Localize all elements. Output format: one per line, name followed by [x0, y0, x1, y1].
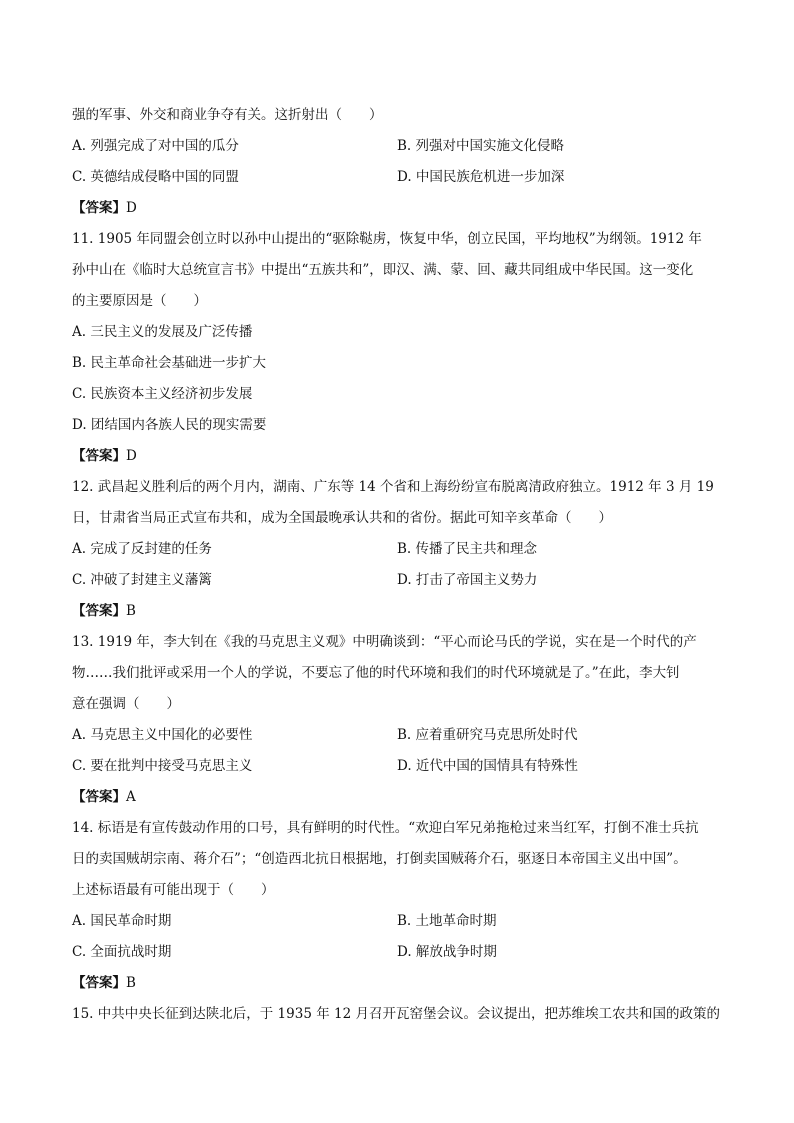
option-d[interactable]: D. 中国民族危机进一步加深	[397, 169, 565, 185]
option-c[interactable]: C. 英德结成侵略中国的同盟	[72, 169, 239, 185]
options-row	[72, 906, 728, 937]
option-c[interactable]: C. 冲破了封建主义藩篱	[72, 572, 212, 588]
question-text: 日，甘肃省当局正式宣布共和，成为全国最晚承认共和的省份。据此可知辛亥革命（ ）	[72, 510, 612, 526]
option-c[interactable]: C. 全面抗战时期	[72, 944, 172, 960]
options-row	[72, 751, 728, 782]
answer-line	[72, 968, 728, 999]
question-text: 强的军事、外交和商业争夺有关。这折射出（ ）	[72, 107, 383, 123]
option-a[interactable]: A. 三民主义的发展及广泛传播	[72, 324, 253, 340]
option-d[interactable]: D. 打击了帝国主义势力	[397, 572, 538, 588]
question-text: 意在强调（ ）	[72, 696, 180, 712]
answer-label: 【答案】	[72, 789, 126, 805]
option-a[interactable]: A. 列强完成了对中国的瓜分	[72, 138, 239, 154]
option-a[interactable]: A. 国民革命时期	[72, 913, 172, 929]
question-14	[72, 813, 728, 999]
question-text: 12. 武昌起义胜利后的两个月内，湖南、广东等 14 个省和上海纷纷宣布脱离清政府独立。1912 年 3 月 19	[72, 479, 714, 495]
question-text: 上述标语最有可能出现于（ ）	[72, 882, 275, 898]
document-page	[72, 100, 728, 1030]
answer-value: D	[126, 200, 137, 216]
option-b[interactable]: B. 土地革命时期	[397, 913, 497, 929]
answer-label: 【答案】	[72, 603, 126, 619]
option-b[interactable]: B. 传播了民主共和理念	[397, 541, 538, 557]
options-row	[72, 131, 728, 162]
option-d[interactable]: D. 解放战争时期	[397, 944, 497, 960]
answer-line	[72, 193, 728, 224]
answer-label: 【答案】	[72, 448, 126, 464]
question-text: 日的卖国贼胡宗南、蒋介石”；“创造西北抗日根据地，打倒卖国贼蒋介石，驱逐日本帝国主义出中国”。	[72, 851, 687, 867]
question-15	[72, 999, 728, 1030]
question-text: 15. 中共中央长征到达陕北后，于 1935 年 12 月召开瓦窑堡会议。会议提出，把苏维埃工农共和国的政策的	[72, 1006, 720, 1022]
question-text: 的主要原因是（ ）	[72, 293, 207, 309]
option-a[interactable]: A. 完成了反封建的任务	[72, 541, 212, 557]
answer-label: 【答案】	[72, 975, 126, 991]
answer-value: D	[126, 448, 137, 464]
option-d[interactable]: D. 近代中国的国情具有特殊性	[397, 758, 578, 774]
question-11	[72, 224, 728, 472]
question-13	[72, 627, 728, 813]
option-c[interactable]: C. 民族资本主义经济初步发展	[72, 386, 253, 402]
option-c[interactable]: C. 要在批判中接受马克思主义	[72, 758, 253, 774]
question-10	[72, 100, 728, 224]
answer-line	[72, 596, 728, 627]
options-row	[72, 162, 728, 193]
option-b[interactable]: B. 民主革命社会基础进一步扩大	[72, 355, 267, 371]
question-text: 11. 1905 年同盟会创立时以孙中山提出的“驱除鞑虏，恢复中华，创立民国，平均地权”为纲领。1912 年	[72, 231, 702, 247]
answer-value: A	[126, 789, 136, 805]
answer-line	[72, 441, 728, 472]
option-b[interactable]: B. 列强对中国实施文化侵略	[397, 138, 565, 154]
question-text: 孙中山在《临时大总统宣言书》中提出“五族共和”，即汉、满、蒙、回、藏共同组成中华民国。这一变化	[72, 262, 694, 278]
question-text: 14. 标语是有宣传鼓动作用的口号，具有鲜明的时代性。“欢迎白军兄弟拖枪过来当红军，打倒不准士兵抗	[72, 820, 699, 836]
option-b[interactable]: B. 应着重研究马克思所处时代	[397, 727, 578, 743]
options-row	[72, 937, 728, 968]
answer-value: B	[126, 603, 136, 619]
option-d[interactable]: D. 团结国内各族人民的现实需要	[72, 417, 267, 433]
options-row	[72, 534, 728, 565]
answer-line	[72, 782, 728, 813]
options-row	[72, 565, 728, 596]
option-a[interactable]: A. 马克思主义中国化的必要性	[72, 727, 253, 743]
answer-value: B	[126, 975, 136, 991]
question-text: 13. 1919 年，李大钊在《我的马克思主义观》中明确谈到：“平心而论马氏的学说，实在是一个时代的产	[72, 634, 697, 650]
options-row	[72, 720, 728, 751]
question-text: 物……我们批评或采用一个人的学说，不要忘了他的时代环境和我们的时代环境就是了。”在此，李大钊	[72, 665, 680, 681]
question-12	[72, 472, 728, 627]
answer-label: 【答案】	[72, 200, 126, 216]
